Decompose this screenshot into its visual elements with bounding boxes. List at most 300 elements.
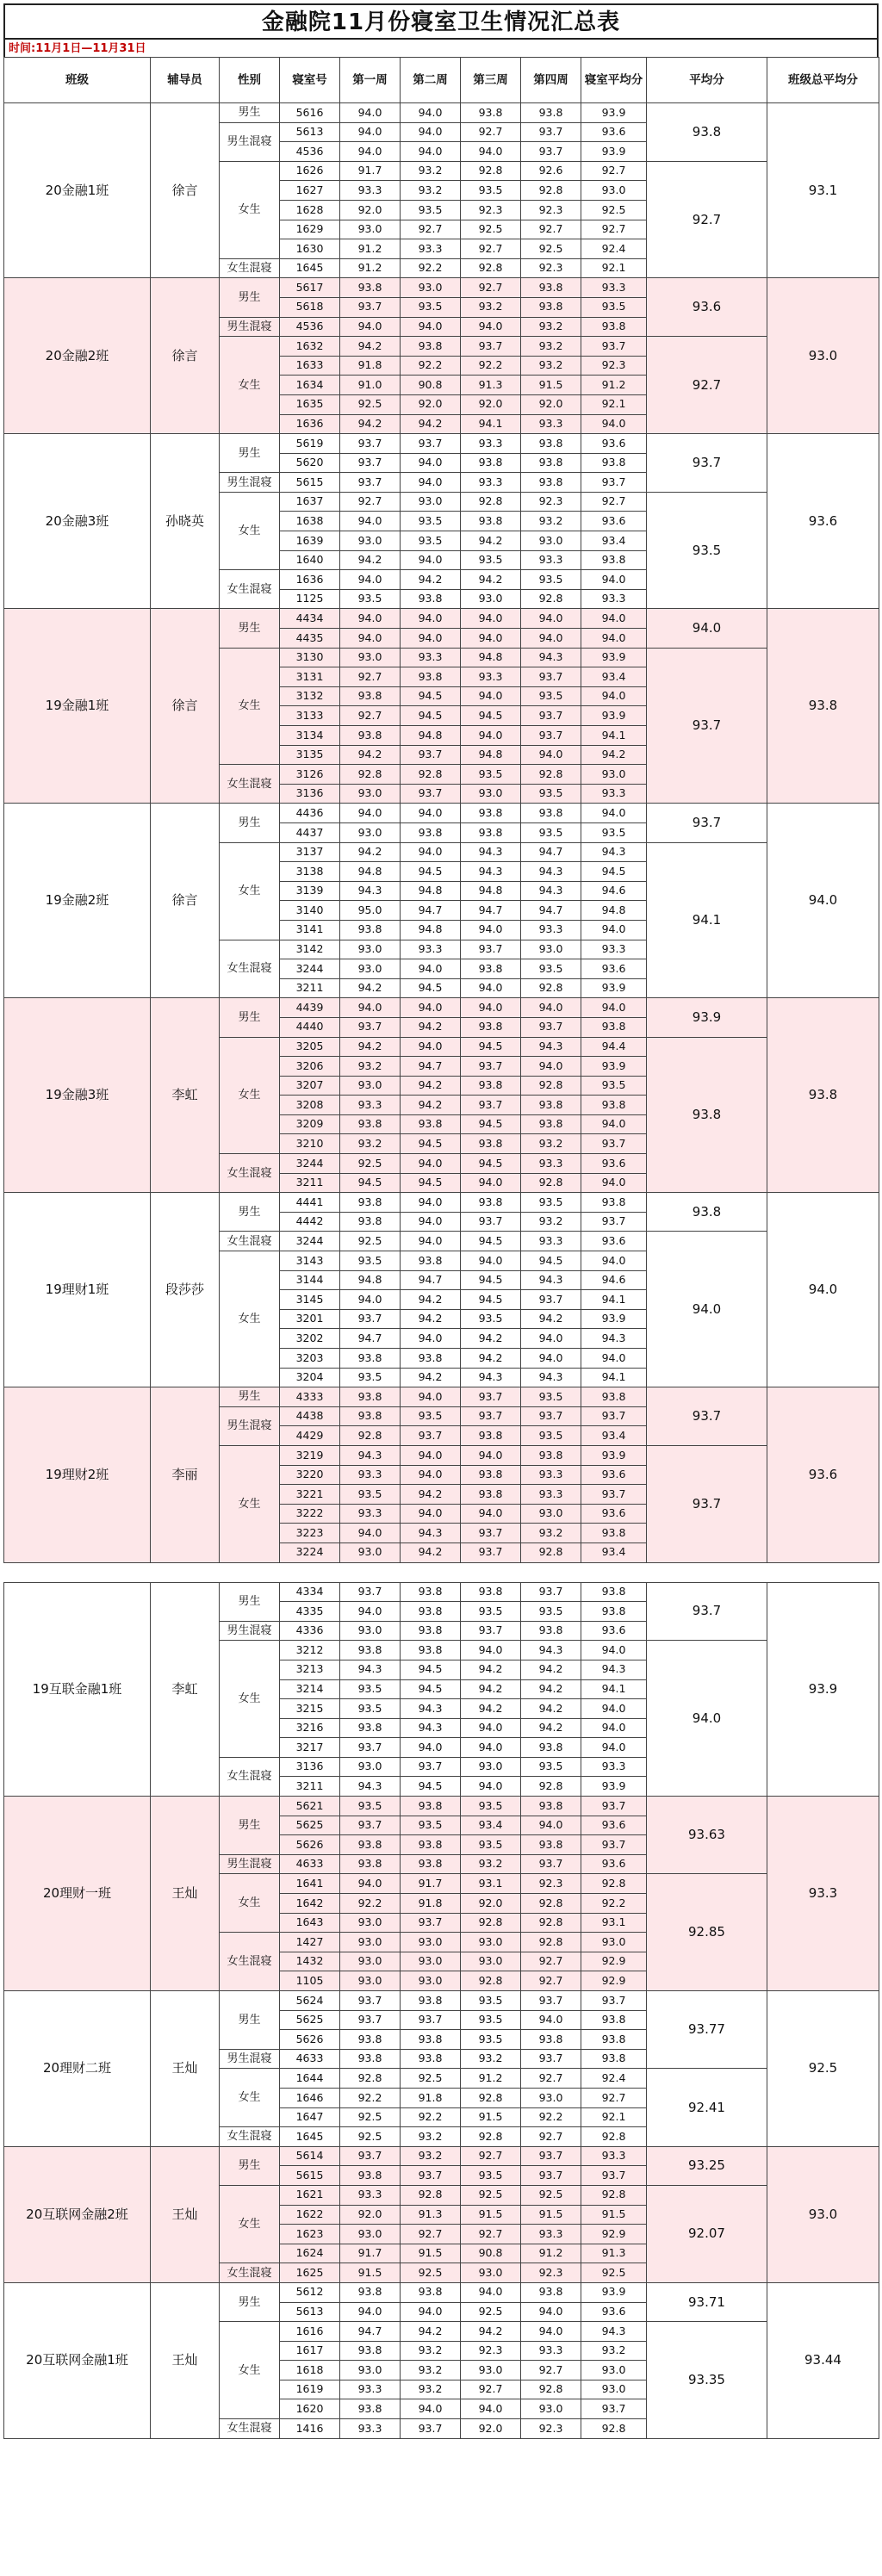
room-avg-cell: 94.0: [581, 804, 647, 823]
week3-score-cell: 94.2: [461, 531, 521, 551]
class-name-cell: 20理财二班: [4, 1991, 151, 2147]
week4-score-cell: 93.7: [521, 1991, 581, 2011]
score-table-part1: [3, 57, 879, 1563]
week2-score-cell: 93.5: [401, 1816, 461, 1835]
table-row: [4, 103, 879, 123]
room-number-cell: 4429: [280, 1426, 340, 1446]
gender-cell: 男生混寝: [220, 1621, 280, 1641]
week3-score-cell: 94.0: [461, 317, 521, 337]
room-number-cell: 3223: [280, 1524, 340, 1543]
week4-score-cell: 93.8: [521, 453, 581, 473]
room-avg-cell: 94.0: [581, 686, 647, 706]
header-room: 寝室号: [280, 58, 340, 103]
week4-score-cell: 93.7: [521, 706, 581, 726]
class-total-avg-cell: 93.9: [767, 1582, 879, 1797]
room-avg-cell: 94.0: [581, 1173, 647, 1193]
room-number-cell: 3211: [280, 1173, 340, 1193]
week3-score-cell: 93.8: [461, 1134, 521, 1154]
week1-score-cell: 92.7: [340, 492, 401, 512]
week4-score-cell: 93.2: [521, 512, 581, 531]
table-row: [4, 434, 879, 454]
week3-score-cell: 92.0: [461, 2419, 521, 2439]
week4-score-cell: 94.0: [521, 629, 581, 649]
room-number-cell: 1635: [280, 394, 340, 414]
week1-score-cell: 93.8: [340, 2399, 401, 2419]
week1-score-cell: 93.2: [340, 1057, 401, 1077]
room-number-cell: 5613: [280, 122, 340, 142]
week1-score-cell: 93.0: [340, 2361, 401, 2380]
room-number-cell: 4435: [280, 629, 340, 649]
week3-score-cell: 94.0: [461, 1777, 521, 1797]
week1-score-cell: 93.8: [340, 2030, 401, 2050]
week4-score-cell: 94.2: [521, 1309, 581, 1329]
week1-score-cell: 93.7: [340, 473, 401, 493]
room-avg-cell: 93.8: [581, 1096, 647, 1115]
week3-score-cell: 93.3: [461, 434, 521, 454]
week4-score-cell: 92.7: [521, 2127, 581, 2147]
week2-score-cell: 93.5: [401, 1406, 461, 1426]
room-number-cell: 1629: [280, 220, 340, 239]
week1-score-cell: 94.3: [340, 881, 401, 901]
week1-score-cell: 94.0: [340, 1874, 401, 1894]
week2-score-cell: 92.7: [401, 220, 461, 239]
room-number-cell: 5624: [280, 1991, 340, 2011]
week4-score-cell: 93.3: [521, 2225, 581, 2244]
room-number-cell: 1416: [280, 2419, 340, 2439]
week4-score-cell: 92.7: [521, 2361, 581, 2380]
week2-score-cell: 94.5: [401, 1173, 461, 1193]
week2-score-cell: 94.5: [401, 1777, 461, 1797]
room-avg-cell: 93.3: [581, 589, 647, 609]
week4-score-cell: 93.7: [521, 1017, 581, 1037]
week1-score-cell: 93.7: [340, 297, 401, 317]
week2-score-cell: 94.5: [401, 862, 461, 882]
gender-cell: 女生混寝: [220, 1933, 280, 1991]
group-avg-cell: 92.85: [647, 1874, 767, 1991]
week2-score-cell: 94.2: [401, 2322, 461, 2342]
week3-score-cell: 92.7: [461, 278, 521, 298]
class-name-cell: 20理财一班: [4, 1797, 151, 1991]
week4-score-cell: 93.8: [521, 278, 581, 298]
week3-score-cell: 94.0: [461, 1251, 521, 1271]
week3-score-cell: 93.0: [461, 1933, 521, 1952]
week3-score-cell: 94.5: [461, 1037, 521, 1057]
room-avg-cell: 92.4: [581, 239, 647, 259]
week4-score-cell: 94.2: [521, 1679, 581, 1699]
week1-score-cell: 93.3: [340, 1504, 401, 1524]
room-avg-cell: 93.7: [581, 2399, 647, 2419]
room-avg-cell: 93.4: [581, 1542, 647, 1562]
group-avg-cell: 92.7: [647, 161, 767, 278]
week2-score-cell: 93.3: [401, 239, 461, 259]
room-number-cell: 4334: [280, 1582, 340, 1602]
week2-score-cell: 93.7: [401, 2166, 461, 2186]
room-avg-cell: 93.4: [581, 667, 647, 687]
room-number-cell: 3205: [280, 1037, 340, 1057]
week3-score-cell: 93.7: [461, 1406, 521, 1426]
group-avg-cell: 93.77: [647, 1991, 767, 2069]
room-number-cell: 1624: [280, 2244, 340, 2263]
week1-score-cell: 93.5: [340, 589, 401, 609]
room-number-cell: 3141: [280, 920, 340, 940]
week4-score-cell: 94.7: [521, 901, 581, 921]
week3-score-cell: 94.0: [461, 920, 521, 940]
class-name-cell: 19金融1班: [4, 609, 151, 804]
week2-score-cell: 93.8: [401, 1114, 461, 1134]
week2-score-cell: 94.2: [401, 1076, 461, 1096]
room-avg-cell: 92.9: [581, 1971, 647, 1991]
week1-score-cell: 93.8: [340, 1854, 401, 1874]
week2-score-cell: 94.7: [401, 1057, 461, 1077]
room-number-cell: 1639: [280, 531, 340, 551]
room-number-cell: 3143: [280, 1251, 340, 1271]
room-avg-cell: 93.6: [581, 1232, 647, 1251]
week1-score-cell: 91.7: [340, 2244, 401, 2263]
room-number-cell: 3138: [280, 862, 340, 882]
week3-score-cell: 92.2: [461, 356, 521, 376]
week4-score-cell: 93.5: [521, 1602, 581, 1622]
gender-cell: 男生: [220, 1387, 280, 1407]
room-number-cell: 5625: [280, 2010, 340, 2030]
week1-score-cell: 93.7: [340, 1991, 401, 2011]
week3-score-cell: 94.5: [461, 1154, 521, 1174]
room-number-cell: 3134: [280, 726, 340, 746]
week4-score-cell: 94.3: [521, 648, 581, 667]
week1-score-cell: 92.5: [340, 1154, 401, 1174]
week4-score-cell: 93.7: [521, 122, 581, 142]
room-number-cell: 3211: [280, 978, 340, 998]
room-number-cell: 1641: [280, 1874, 340, 1894]
room-number-cell: 3208: [280, 1096, 340, 1115]
week3-score-cell: 94.5: [461, 1114, 521, 1134]
class-name-cell: 19金融2班: [4, 804, 151, 998]
room-avg-cell: 94.0: [581, 1718, 647, 1738]
table-row: [4, 1797, 879, 1816]
room-avg-cell: 92.7: [581, 492, 647, 512]
room-avg-cell: 92.8: [581, 2127, 647, 2147]
header-class: 班级: [4, 58, 151, 103]
room-avg-cell: 93.6: [581, 434, 647, 454]
week4-score-cell: 93.8: [521, 804, 581, 823]
week3-score-cell: 92.5: [461, 2302, 521, 2322]
class-total-avg-cell: 93.0: [767, 2146, 879, 2282]
week2-score-cell: 94.2: [401, 1485, 461, 1505]
room-avg-cell: 92.5: [581, 2263, 647, 2283]
gender-cell: 男生混寝: [220, 2049, 280, 2069]
header-week2: 第二周: [401, 58, 461, 103]
room-number-cell: 3139: [280, 881, 340, 901]
week2-score-cell: 94.0: [401, 317, 461, 337]
tutor-cell: 徐言: [151, 804, 220, 998]
week4-score-cell: 94.0: [521, 745, 581, 765]
week1-score-cell: 94.7: [340, 2322, 401, 2342]
week1-score-cell: 93.8: [340, 1835, 401, 1855]
week2-score-cell: 93.8: [401, 1991, 461, 2011]
room-avg-cell: 92.8: [581, 1874, 647, 1894]
week3-score-cell: 93.7: [461, 1096, 521, 1115]
week4-score-cell: 94.0: [521, 2010, 581, 2030]
week1-score-cell: 94.8: [340, 1270, 401, 1290]
header-avg: 平均分: [647, 58, 767, 103]
room-number-cell: 1637: [280, 492, 340, 512]
room-avg-cell: 93.9: [581, 142, 647, 162]
group-avg-cell: 94.0: [647, 1232, 767, 1387]
week3-score-cell: 93.4: [461, 1816, 521, 1835]
gender-cell: 女生混寝: [220, 2263, 280, 2283]
week1-score-cell: 93.8: [340, 920, 401, 940]
class-total-avg-cell: 93.44: [767, 2282, 879, 2438]
week1-score-cell: 93.0: [340, 531, 401, 551]
week1-score-cell: 93.0: [340, 1076, 401, 1096]
week2-score-cell: 94.0: [401, 959, 461, 979]
week4-score-cell: 93.7: [521, 667, 581, 687]
week3-score-cell: 93.8: [461, 1465, 521, 1485]
week2-score-cell: 94.0: [401, 1738, 461, 1758]
week2-score-cell: 93.5: [401, 512, 461, 531]
week1-score-cell: 93.8: [340, 726, 401, 746]
week4-score-cell: 93.2: [521, 337, 581, 357]
group-avg-cell: 93.9: [647, 998, 767, 1037]
week4-score-cell: 92.6: [521, 161, 581, 181]
room-number-cell: 1642: [280, 1894, 340, 1914]
week1-score-cell: 94.2: [340, 978, 401, 998]
week2-score-cell: 94.5: [401, 706, 461, 726]
room-avg-cell: 92.8: [581, 2419, 647, 2439]
room-avg-cell: 94.0: [581, 1114, 647, 1134]
week4-score-cell: 93.3: [521, 550, 581, 570]
week4-score-cell: 93.7: [521, 142, 581, 162]
room-avg-cell: 93.7: [581, 1212, 647, 1232]
room-avg-cell: 93.8: [581, 2030, 647, 2050]
week1-score-cell: 94.5: [340, 1173, 401, 1193]
room-avg-cell: 93.6: [581, 959, 647, 979]
room-number-cell: 3144: [280, 1270, 340, 1290]
week4-score-cell: 92.5: [521, 239, 581, 259]
week3-score-cell: 93.0: [461, 784, 521, 804]
room-number-cell: 3214: [280, 1679, 340, 1699]
week2-score-cell: 92.2: [401, 258, 461, 278]
week4-score-cell: 94.0: [521, 2322, 581, 2342]
week3-score-cell: 93.1: [461, 1874, 521, 1894]
week3-score-cell: 93.0: [461, 589, 521, 609]
week1-score-cell: 93.3: [340, 2419, 401, 2439]
room-avg-cell: 92.7: [581, 2088, 647, 2107]
week3-score-cell: 94.0: [461, 1718, 521, 1738]
week2-score-cell: 93.0: [401, 1971, 461, 1991]
room-avg-cell: 93.8: [581, 453, 647, 473]
room-number-cell: 1645: [280, 258, 340, 278]
gender-cell: 男生: [220, 998, 280, 1037]
week2-score-cell: 93.3: [401, 648, 461, 667]
week3-score-cell: 93.8: [461, 1485, 521, 1505]
week4-score-cell: 93.8: [521, 2030, 581, 2050]
week3-score-cell: 93.8: [461, 1193, 521, 1213]
week4-score-cell: 92.8: [521, 181, 581, 201]
week1-score-cell: 93.8: [340, 2282, 401, 2302]
room-avg-cell: 93.8: [581, 1582, 647, 1602]
week2-score-cell: 93.2: [401, 161, 461, 181]
gender-cell: 女生: [220, 1874, 280, 1933]
week1-score-cell: 94.0: [340, 609, 401, 629]
week1-score-cell: 93.7: [340, 453, 401, 473]
week1-score-cell: 92.0: [340, 2205, 401, 2225]
week4-score-cell: 93.7: [521, 1582, 581, 1602]
room-number-cell: 3224: [280, 1542, 340, 1562]
table-row: [4, 2282, 879, 2302]
room-number-cell: 4434: [280, 609, 340, 629]
week3-score-cell: 92.7: [461, 2225, 521, 2244]
class-name-cell: 20互联网金融1班: [4, 2282, 151, 2438]
week3-score-cell: 93.8: [461, 1426, 521, 1446]
sheet-title: 金融院11月份寝室卫生情况汇总表: [3, 3, 879, 38]
tutor-cell: 王灿: [151, 1797, 220, 1991]
gender-cell: 男生混寝: [220, 1854, 280, 1874]
week3-score-cell: 92.8: [461, 258, 521, 278]
gender-cell: 男生: [220, 2282, 280, 2321]
score-table-part2: [3, 1582, 879, 2439]
week4-score-cell: 93.8: [521, 434, 581, 454]
table-row: [4, 609, 879, 629]
class-total-avg-cell: 93.8: [767, 609, 879, 804]
room-number-cell: 4441: [280, 1193, 340, 1213]
room-avg-cell: 92.3: [581, 356, 647, 376]
week3-score-cell: 93.7: [461, 1212, 521, 1232]
room-avg-cell: 93.7: [581, 2166, 647, 2186]
week3-score-cell: 94.2: [461, 1329, 521, 1349]
week2-score-cell: 92.5: [401, 2069, 461, 2089]
week1-score-cell: 93.8: [340, 1641, 401, 1660]
week1-score-cell: 92.2: [340, 2088, 401, 2107]
room-number-cell: 1623: [280, 2225, 340, 2244]
week2-score-cell: 93.8: [401, 1621, 461, 1641]
week1-score-cell: 94.3: [340, 1445, 401, 1465]
week2-score-cell: 93.8: [401, 589, 461, 609]
room-avg-cell: 93.6: [581, 122, 647, 142]
week3-score-cell: 92.8: [461, 2088, 521, 2107]
room-number-cell: 5626: [280, 2030, 340, 2050]
room-number-cell: 1636: [280, 570, 340, 590]
week1-score-cell: 92.7: [340, 706, 401, 726]
room-number-cell: 3140: [280, 901, 340, 921]
week3-score-cell: 92.5: [461, 2185, 521, 2205]
room-number-cell: 1432: [280, 1952, 340, 1971]
week1-score-cell: 91.2: [340, 258, 401, 278]
room-avg-cell: 94.0: [581, 629, 647, 649]
week2-score-cell: 93.8: [401, 337, 461, 357]
room-avg-cell: 93.8: [581, 1387, 647, 1407]
week1-score-cell: 93.8: [340, 1387, 401, 1407]
room-number-cell: 1634: [280, 376, 340, 395]
week2-score-cell: 91.7: [401, 1874, 461, 1894]
table-row: [4, 1582, 879, 1602]
week4-score-cell: 94.3: [521, 1037, 581, 1057]
room-number-cell: 3217: [280, 1738, 340, 1758]
gender-cell: 男生混寝: [220, 473, 280, 493]
week3-score-cell: 93.7: [461, 1542, 521, 1562]
week2-score-cell: 93.2: [401, 2146, 461, 2166]
week1-score-cell: 93.0: [340, 1971, 401, 1991]
room-number-cell: 1620: [280, 2399, 340, 2419]
week4-score-cell: 93.2: [521, 317, 581, 337]
week4-score-cell: 92.8: [521, 589, 581, 609]
group-avg-cell: 93.7: [647, 1582, 767, 1641]
week3-score-cell: 94.2: [461, 1349, 521, 1369]
week3-score-cell: 93.8: [461, 103, 521, 123]
room-number-cell: 5613: [280, 2302, 340, 2322]
week2-score-cell: 94.5: [401, 686, 461, 706]
week1-score-cell: 94.7: [340, 1329, 401, 1349]
week1-score-cell: 94.8: [340, 862, 401, 882]
week2-score-cell: 94.3: [401, 1524, 461, 1543]
room-number-cell: 1640: [280, 550, 340, 570]
room-avg-cell: 93.9: [581, 648, 647, 667]
week3-score-cell: 94.2: [461, 1679, 521, 1699]
week4-score-cell: 91.2: [521, 2244, 581, 2263]
class-name-cell: 19理财1班: [4, 1193, 151, 1387]
week3-score-cell: 92.0: [461, 394, 521, 414]
week4-score-cell: 93.3: [521, 1485, 581, 1505]
gender-cell: 男生: [220, 804, 280, 842]
room-avg-cell: 93.8: [581, 317, 647, 337]
week2-score-cell: 93.8: [401, 2282, 461, 2302]
gender-cell: 男生: [220, 1582, 280, 1621]
room-number-cell: 3136: [280, 784, 340, 804]
room-avg-cell: 93.3: [581, 940, 647, 959]
week1-score-cell: 94.0: [340, 2302, 401, 2322]
room-number-cell: 3136: [280, 1757, 340, 1777]
week4-score-cell: 92.2: [521, 2107, 581, 2127]
week1-score-cell: 93.8: [340, 2341, 401, 2361]
room-number-cell: 5612: [280, 2282, 340, 2302]
week3-score-cell: 94.0: [461, 1738, 521, 1758]
room-number-cell: 1628: [280, 200, 340, 220]
week1-score-cell: 95.0: [340, 901, 401, 921]
tutor-cell: 王灿: [151, 2282, 220, 2438]
week2-score-cell: 93.8: [401, 1854, 461, 1874]
week2-score-cell: 94.5: [401, 1660, 461, 1679]
week3-score-cell: 93.8: [461, 453, 521, 473]
week3-score-cell: 90.8: [461, 2244, 521, 2263]
week4-score-cell: 92.3: [521, 1874, 581, 1894]
class-total-avg-cell: 94.0: [767, 804, 879, 998]
week4-score-cell: 92.7: [521, 220, 581, 239]
group-avg-cell: 93.25: [647, 2146, 767, 2185]
gender-cell: 女生: [220, 648, 280, 765]
week2-score-cell: 93.0: [401, 1933, 461, 1952]
week1-score-cell: 94.2: [340, 550, 401, 570]
group-avg-cell: 93.7: [647, 434, 767, 493]
room-number-cell: 1646: [280, 2088, 340, 2107]
week1-score-cell: 93.0: [340, 1933, 401, 1952]
week1-score-cell: 92.8: [340, 1426, 401, 1446]
week1-score-cell: 93.0: [340, 940, 401, 959]
week2-score-cell: 94.7: [401, 901, 461, 921]
week1-score-cell: 93.0: [340, 2225, 401, 2244]
room-number-cell: 3135: [280, 745, 340, 765]
week1-score-cell: 94.0: [340, 998, 401, 1018]
week1-score-cell: 94.0: [340, 1524, 401, 1543]
week1-score-cell: 93.0: [340, 648, 401, 667]
tutor-cell: 徐言: [151, 278, 220, 434]
week3-score-cell: 94.2: [461, 1699, 521, 1719]
week2-score-cell: 94.0: [401, 609, 461, 629]
week3-score-cell: 93.0: [461, 2263, 521, 2283]
table-row: [4, 998, 879, 1018]
period-label: 时间:11月1日—11月31日: [3, 38, 879, 57]
room-avg-cell: 93.8: [581, 1524, 647, 1543]
room-number-cell: 1638: [280, 512, 340, 531]
week3-score-cell: 94.5: [461, 1232, 521, 1251]
